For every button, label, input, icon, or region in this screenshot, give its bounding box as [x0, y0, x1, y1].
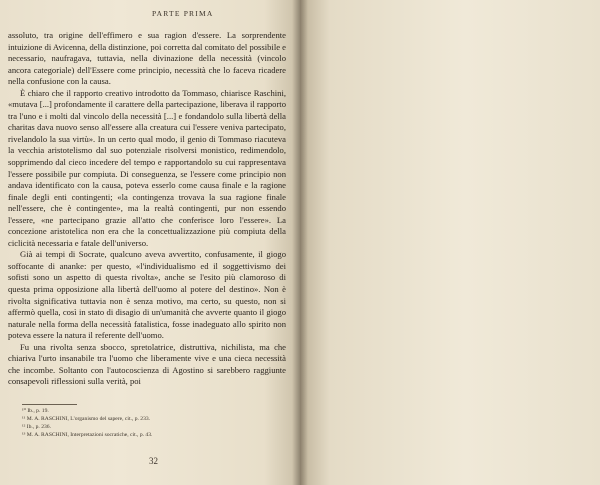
footnotes: [22, 407, 282, 439]
footnote: ¹¹ M. A. RASCHINI, L'organismo del sapere, cit., p. 233.: [22, 416, 151, 422]
running-head: PARTE PRIMA: [152, 9, 214, 18]
paragraph: Già ai tempi di Socrate, qualcuno aveva avvertito, confusamente, il giogo soffocante di ananke: per questo, «l'individualismo ed il soggettivismo dei sofisti sono un aspetto di questa rivolta», anche se l'esito più clamoroso di questa prima opposizione alla libertà dell'uomo al potere del destino». Non è rivolta significativa tuttavia non è senza motivo, ma certo, su questo, non si affermò quella, così in stato di disagio di un'umanità che avverte quanto il giogo naturale nella forma della necessità fatalistica, fosse inadeguato allo spirito non poteva essere la natura il referente dell'uomo.: [8, 249, 286, 341]
footnote: ¹² Ib., p. 236.: [22, 424, 51, 430]
page-number: 32: [149, 456, 158, 466]
footnote: ¹³ M. A. RASCHINI, Interpretazioni socratiche, cit., p. 43.: [22, 432, 153, 438]
footnote: ¹⁰ Ib., p. 19.: [22, 408, 49, 414]
paragraph: assoluto, tra origine dell'effimero e sua ragion d'essere. La sorprendente intuizione di Avicenna, della distinzione, poi corretta dal comitato del possibile e necessario, naufragava, tuttavia, nella divinazione della necessità (vincolo ancora categoriale) dell'Essere come principio, necessità che lo faceva ricadere nella confusione con la causa.: [8, 30, 286, 87]
footnote-rule: [22, 404, 77, 405]
paragraph: È chiaro che il rapporto creativo introdotto da Tommaso, chiarisce Raschini, «mutava [...] profondamente il carattere della partecipazione, liberava il rapporto tra l'uno e i molti dal vincolo della necessità [...] e fondandolo sulla libertà della charitas dava nuovo senso all'essere alla creatura cui l'essere veniva partecipato, rivelandolo la sua virtù». In un certo qual modo, il genio di Tommaso riacuteva la vecchia aristotelismo dal suo potenziale risolversi monistico, redimendolo, sopprimendo dal cieco incedere del tempo e rapportandolo su cui rappresentava l'essere possibile pur compiuta. Di conseguenza, se l'essere come principio non andava identificato con la causa, poteva esserlo come causa finale e la ragione finale degli enti contingenti; «la contingenza trovava la sua ragione finale nell'essere, che è contingente», ma la realtà contingenti, pur non essendo l'essere, «ne partecipano grazie all'atto che conferisce loro l'essere». La concezione aristotelica non era che la concettualizzazione più compiuta della ciclicità necessaria e fatale dell'universo.: [8, 87, 286, 248]
book-gutter: [292, 0, 308, 485]
paragraph: Fu una rivolta senza sbocco, spretolatrice, distruttiva, nichilista, ma che chiariva l'urto insanabile tra l'uomo che liberamente vive e una cieca necessità che incombe. Soltanto con l'autocoscienza di Agostino si sarebbero raggiunte consapevoli riflessioni sulla verità, poi: [8, 341, 286, 387]
body-text: [8, 30, 286, 388]
right-page: [300, 0, 600, 485]
